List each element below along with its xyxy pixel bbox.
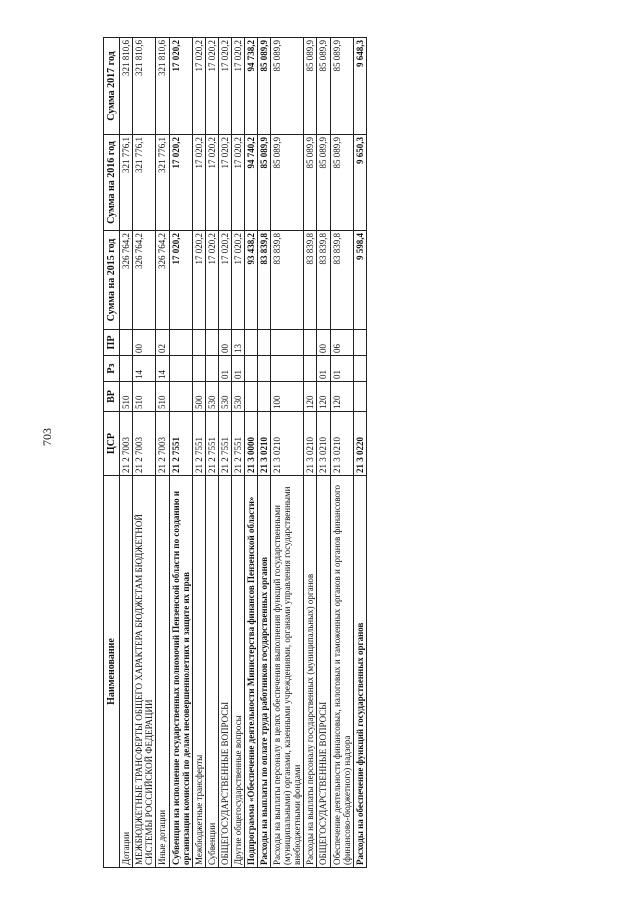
cell-y2017: 321 810,6	[120, 38, 133, 135]
cell-y2016: 85 089,9	[330, 135, 353, 231]
cell-csr: 21 2 7551	[169, 412, 192, 476]
cell-pr	[192, 330, 205, 356]
cell-name: Расходы на выплаты персоналу в целях обеспечения выполнения функций государственными (муниципальными) органами, казенными учреждениями, органами управления государственными внебюджетными фондами	[271, 476, 304, 868]
table-row	[330, 38, 353, 868]
cell-name: Подпрограмма «Обеспечение деятельности Министерства финансов Пензенской области»	[244, 476, 257, 868]
cell-vr: 530	[218, 382, 231, 412]
cell-vr: 120	[304, 382, 317, 412]
cell-vr: 510	[120, 382, 133, 412]
cell-y2017: 321 810,6	[133, 38, 156, 135]
table-row	[192, 38, 205, 868]
cell-y2016: 321 776,1	[120, 135, 133, 231]
cell-y2016: 85 089,9	[271, 135, 304, 231]
cell-y2015: 17 020,2	[169, 231, 192, 330]
cell-vr	[353, 382, 366, 412]
table-row	[231, 38, 244, 868]
cell-name: МЕЖБЮДЖЕТНЫЕ ТРАНСФЕРТЫ ОБЩЕГО ХАРАКТЕРА БЮДЖЕТАМ БЮДЖЕТНОЙ СИСТЕМЫ РОССИЙСКОЙ ФЕДЕРАЦИИ	[133, 476, 156, 868]
budget-table	[103, 37, 367, 868]
cell-pr	[353, 330, 366, 356]
cell-y2015: 83 839,8	[271, 231, 304, 330]
table-row	[169, 38, 192, 868]
header-pr: ПР	[104, 330, 120, 356]
cell-csr: 21 2 7551	[231, 412, 244, 476]
cell-y2016: 321 776,1	[133, 135, 156, 231]
cell-vr: 530	[231, 382, 244, 412]
cell-y2016: 85 089,9	[258, 135, 271, 231]
header-name: Наименование	[104, 476, 120, 868]
cell-y2017: 85 089,9	[271, 38, 304, 135]
cell-pr	[244, 330, 257, 356]
cell-y2017: 94 738,2	[244, 38, 257, 135]
cell-pr: 00	[317, 330, 330, 356]
cell-y2016: 17 020,2	[192, 135, 205, 231]
cell-y2016: 9 650,3	[353, 135, 366, 231]
cell-name: Субвенции	[205, 476, 218, 868]
cell-vr: 500	[192, 382, 205, 412]
cell-y2015: 83 839,8	[330, 231, 353, 330]
cell-name: Другие общегосударственные вопросы	[231, 476, 244, 868]
cell-y2017: 9 648,3	[353, 38, 366, 135]
cell-name: Межбюджетные трансферты	[192, 476, 205, 868]
cell-pr	[205, 330, 218, 356]
cell-pr: 00	[218, 330, 231, 356]
cell-csr: 21 3 0210	[271, 412, 304, 476]
cell-y2015: 17 020,2	[218, 231, 231, 330]
cell-pr: 02	[156, 330, 169, 356]
cell-y2016: 321 776,1	[156, 135, 169, 231]
cell-name: Расходы на выплаты персоналу государственных (муниципальных) органов	[304, 476, 317, 868]
cell-y2017: 85 089,9	[330, 38, 353, 135]
cell-csr: 21 2 7003	[120, 412, 133, 476]
cell-vr	[244, 382, 257, 412]
cell-y2015: 93 438,2	[244, 231, 257, 330]
cell-vr: 510	[156, 382, 169, 412]
cell-y2017: 85 089,9	[258, 38, 271, 135]
cell-rz: 14	[133, 356, 156, 382]
cell-rz	[258, 356, 271, 382]
table-row	[304, 38, 317, 868]
cell-pr: 13	[231, 330, 244, 356]
cell-csr: 21 2 7003	[156, 412, 169, 476]
table-row	[218, 38, 231, 868]
cell-y2015: 83 839,8	[317, 231, 330, 330]
header-2017: Сумма 2017 год	[104, 38, 120, 135]
cell-name: Расходы на выплаты по оплате труда работников государственных органов	[258, 476, 271, 868]
cell-rz: 01	[330, 356, 353, 382]
cell-rz: 01	[317, 356, 330, 382]
page-number: 703	[40, 428, 54, 446]
cell-y2017: 17 020,2	[205, 38, 218, 135]
cell-y2015: 326 764,2	[133, 231, 156, 330]
header-2015: Сумма на 2015 год	[104, 231, 120, 330]
cell-rz: 01	[218, 356, 231, 382]
header-vr: ВР	[104, 382, 120, 412]
cell-pr: 00	[133, 330, 156, 356]
cell-y2017: 85 089,9	[304, 38, 317, 135]
table-row	[205, 38, 218, 868]
cell-pr	[169, 330, 192, 356]
cell-name: Иные дотации	[156, 476, 169, 868]
cell-name: Расходы на обеспечение функций государственных органов	[353, 476, 366, 868]
cell-y2017: 17 020,2	[169, 38, 192, 135]
cell-csr: 21 3 0000	[244, 412, 257, 476]
cell-y2016: 17 020,2	[231, 135, 244, 231]
cell-pr: 06	[330, 330, 353, 356]
cell-y2015: 17 020,2	[231, 231, 244, 330]
cell-name: Субвенции на исполнение государственных полномочий Пензенской области по созданию и организации комиссий по делам несовершеннолетних и защите их прав	[169, 476, 192, 868]
cell-csr: 21 2 7551	[218, 412, 231, 476]
cell-y2015: 17 020,2	[205, 231, 218, 330]
cell-rz	[304, 356, 317, 382]
cell-csr: 21 3 0210	[304, 412, 317, 476]
cell-vr: 120	[330, 382, 353, 412]
cell-y2017: 85 089,9	[317, 38, 330, 135]
cell-y2017: 321 810,6	[156, 38, 169, 135]
cell-rz	[244, 356, 257, 382]
table-row	[317, 38, 330, 868]
cell-vr	[169, 382, 192, 412]
table-row	[353, 38, 366, 868]
cell-y2017: 17 020,2	[218, 38, 231, 135]
cell-csr: 21 2 7003	[133, 412, 156, 476]
cell-y2015: 83 839,8	[304, 231, 317, 330]
table-row	[156, 38, 169, 868]
cell-y2016: 85 089,9	[304, 135, 317, 231]
cell-y2017: 17 020,2	[231, 38, 244, 135]
cell-y2015: 83 839,8	[258, 231, 271, 330]
cell-vr: 530	[205, 382, 218, 412]
cell-csr: 21 3 0210	[317, 412, 330, 476]
budget-table-rotated	[103, 38, 528, 868]
cell-y2017: 17 020,2	[192, 38, 205, 135]
cell-pr	[271, 330, 304, 356]
cell-rz	[120, 356, 133, 382]
cell-csr: 21 3 0210	[258, 412, 271, 476]
cell-y2016: 17 020,2	[205, 135, 218, 231]
cell-rz	[205, 356, 218, 382]
table-header-row	[104, 38, 120, 868]
cell-csr: 21 3 0220	[353, 412, 366, 476]
cell-name: Дотации	[120, 476, 133, 868]
cell-csr: 21 2 7551	[192, 412, 205, 476]
cell-name: Обеспечение деятельности финансовых, налоговых и таможенных органов и органов финансового (финансово-бюджетного) надзора	[330, 476, 353, 868]
cell-vr: 100	[271, 382, 304, 412]
table-row	[244, 38, 257, 868]
cell-rz	[353, 356, 366, 382]
cell-pr	[120, 330, 133, 356]
cell-y2015: 326 764,2	[156, 231, 169, 330]
cell-rz	[271, 356, 304, 382]
cell-y2015: 326 764,2	[120, 231, 133, 330]
table-row	[120, 38, 133, 868]
cell-csr: 21 2 7551	[205, 412, 218, 476]
cell-y2015: 17 020,2	[192, 231, 205, 330]
cell-vr: 120	[317, 382, 330, 412]
cell-y2016: 17 020,2	[218, 135, 231, 231]
cell-y2015: 9 598,4	[353, 231, 366, 330]
cell-pr	[304, 330, 317, 356]
cell-rz: 01	[231, 356, 244, 382]
cell-name: ОБЩЕГОСУДАРСТВЕННЫЕ ВОПРОСЫ	[218, 476, 231, 868]
cell-vr: 510	[133, 382, 156, 412]
table-row	[271, 38, 304, 868]
cell-name: ОБЩЕГОСУДАРСТВЕННЫЕ ВОПРОСЫ	[317, 476, 330, 868]
cell-y2016: 85 089,9	[317, 135, 330, 231]
table-body	[120, 38, 367, 868]
cell-vr	[258, 382, 271, 412]
table-row	[258, 38, 271, 868]
cell-y2016: 17 020,2	[169, 135, 192, 231]
cell-rz	[169, 356, 192, 382]
table-row	[133, 38, 156, 868]
cell-rz: 14	[156, 356, 169, 382]
header-2016: Сумма на 2016 год	[104, 135, 120, 231]
cell-y2016: 94 740,2	[244, 135, 257, 231]
cell-csr: 21 3 0210	[330, 412, 353, 476]
header-csr: ЦСР	[104, 412, 120, 476]
header-rz: Рз	[104, 356, 120, 382]
cell-pr	[258, 330, 271, 356]
cell-rz	[192, 356, 205, 382]
